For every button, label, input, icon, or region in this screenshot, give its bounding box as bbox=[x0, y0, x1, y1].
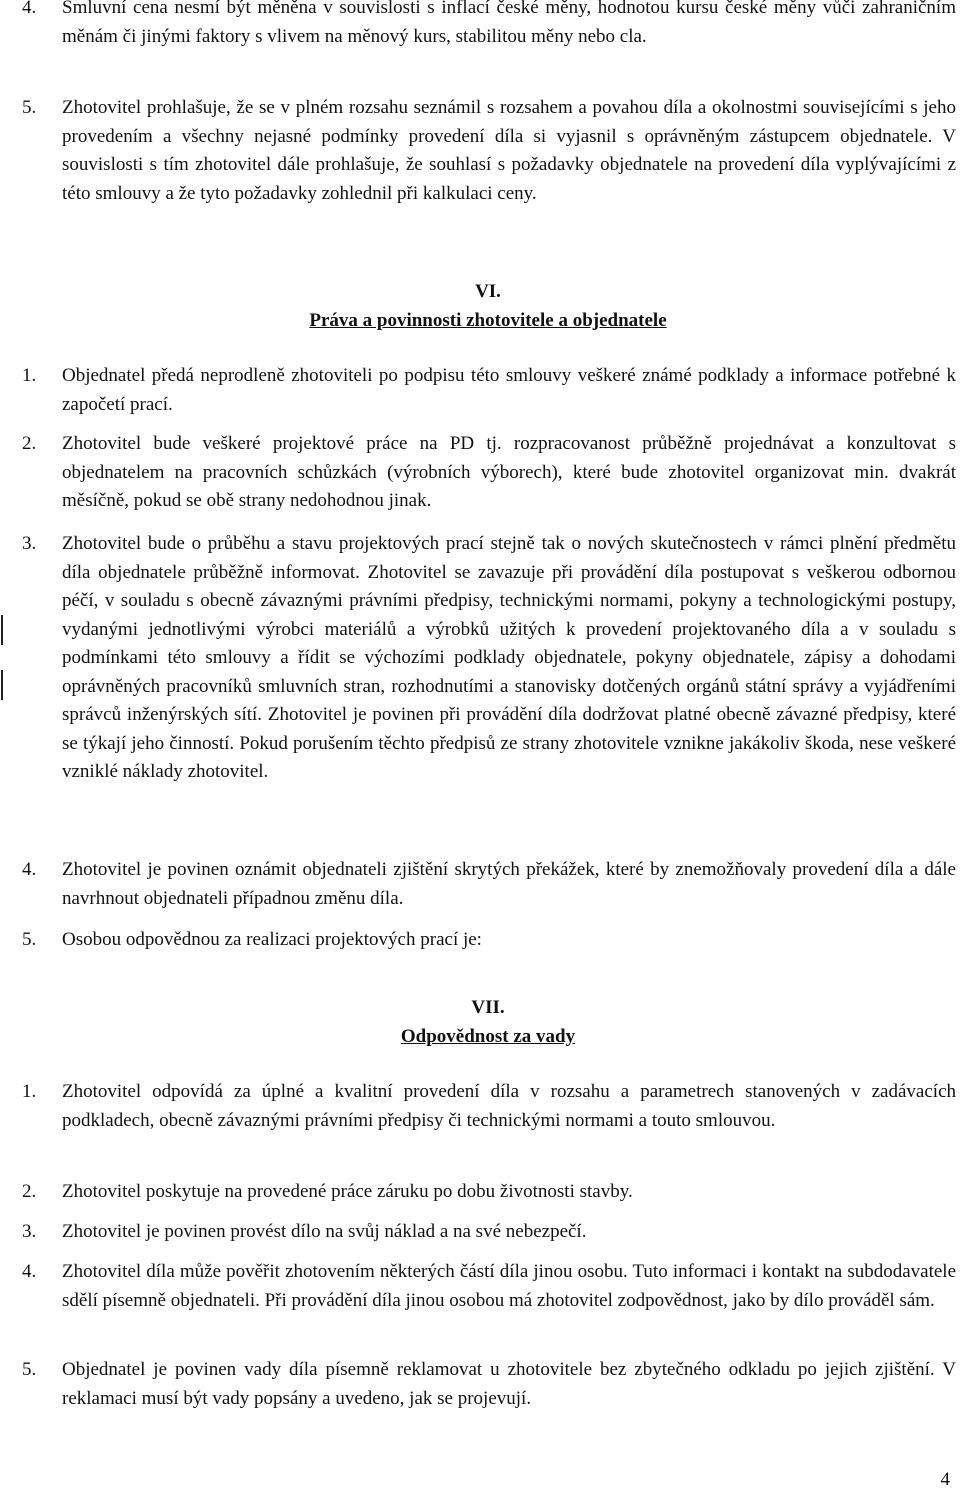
item-number: 2. bbox=[22, 1181, 37, 1202]
list-item bbox=[22, 430, 956, 516]
item-text: Zhotovitel bude veškeré projektové práce na PD tj. rozpracovanost průběžně projednávat a konzultovat s objednatelem na pracovních schůzkách (výrobních výborech), které bude zhotovitel organizovat min. dvakrát měsíčně, pokud se obě strany nedohodnou jinak. bbox=[62, 433, 956, 511]
page-number: 4 bbox=[940, 1469, 950, 1490]
item-number: 5. bbox=[22, 1359, 37, 1380]
item-text: Zhotovitel prohlašuje, že se v plném rozsahu seznámil s rozsahem a povahou díla a okolnostmi souvisejícími s jeho provedením a všechny nejasné podmínky provedení díla si vyjasnil s oprávněným zástupcem objednatele. V souvislosti s tím zhotovitel dále prohlašuje, že souhlasí s požadavky objednatele na provedení díla vyplývajícími z této smlouvy a že tyto požadavky zohlednil při kalkulaci ceny. bbox=[62, 97, 956, 204]
item-number: 1. bbox=[22, 1081, 37, 1102]
section-title: Práva a povinnosti zhotovitele a objednatele bbox=[309, 309, 667, 331]
list-item bbox=[22, 1218, 956, 1247]
list-item bbox=[22, 0, 956, 51]
item-text: Zhotovitel je povinen provést dílo na svůj náklad a na své nebezpečí. bbox=[62, 1221, 587, 1242]
section-7-heading bbox=[0, 994, 960, 1051]
list-item bbox=[22, 1178, 956, 1207]
item-number: 3. bbox=[22, 533, 37, 554]
item-number: 2. bbox=[22, 433, 37, 454]
item-number: 4. bbox=[22, 859, 37, 880]
item-text: Smluvní cena nesmí být měněna v souvislosti s inflací české měny, hodnotou kursu české měny vůči zahraničním měnám či jinými faktory s vlivem na měnový kurs, stabilitou měny nebo cla. bbox=[62, 0, 956, 47]
section-title: Odpovědnost za vady bbox=[400, 1025, 576, 1047]
list-item bbox=[22, 1258, 956, 1315]
item-number: 4. bbox=[22, 1261, 37, 1282]
item-text: Osobou odpovědnou za realizaci projektových prací je: bbox=[62, 929, 482, 950]
item-text: Objednatel předá neprodleně zhotoviteli po podpisu této smlouvy veškeré známé podklady a informace potřebné k započetí prací. bbox=[62, 365, 956, 415]
item-text: Zhotovitel je povinen oznámit objednateli zjištění skrytých překážek, které by znemožňovaly provedení díla a dále navrhnout objednateli případnou změnu díla. bbox=[62, 859, 956, 909]
section-numeral: VII. bbox=[471, 997, 505, 1018]
section-6-heading bbox=[0, 278, 960, 335]
item-text: Zhotovitel poskytuje na provedené práce záruku po dobu životnosti stavby. bbox=[62, 1181, 633, 1202]
item-text: Zhotovitel bude o průběhu a stavu projektových prací stejně tak o nových skutečnostech v rámci plnění předmětu díla objednatele průběžně informovat. Zhotovitel se zavazuje při provádění díla postupovat s veškerou odbornou péčí, v souladu s obecně závaznými právními předpisy, technickými normami, pokyny a technologickými postupy, vydanými jednotlivými výrobci materiálů a výrobků užitých k provedení projektovaného díla a v souladu s podmínkami této smlouvy a řídit se výchozími podklady objednatele, pokyny objednatele, zápisy a dohodami oprávněných pracovníků smluvních stran, rozhodnutími a stanovisky dotčených orgánů státní správy a vyjádřeními správců inženýrských sítí. Zhotovitel je povinen při provádění díla dodržovat platné obecně závazné předpisy, které se týkají jeho činností. Pokud porušením těchto předpisů ze strany zhotovitele vznikne jakákoliv škoda, nese veškeré vzniklé náklady zhotovitel. bbox=[62, 533, 956, 782]
list-item bbox=[22, 362, 956, 419]
list-item bbox=[22, 94, 956, 208]
change-bar bbox=[1, 670, 3, 700]
list-item bbox=[22, 856, 956, 913]
list-item bbox=[22, 1356, 956, 1413]
list-item bbox=[22, 530, 956, 787]
item-number: 1. bbox=[22, 365, 37, 386]
list-item bbox=[22, 926, 956, 955]
change-bar bbox=[1, 615, 3, 645]
item-text: Zhotovitel odpovídá za úplné a kvalitní provedení díla v rozsahu a parametrech stanovených v zadávacích podkladech, obecně závaznými právními předpisy či technickými normami a touto smlouvou. bbox=[62, 1081, 956, 1131]
list-item bbox=[22, 1078, 956, 1135]
item-number: 3. bbox=[22, 1221, 37, 1242]
item-text: Zhotovitel díla může pověřit zhotovením některých částí díla jinou osobu. Tuto informaci i kontakt na subdodavatele sdělí písemně objednateli. Při provádění díla jinou osobou má zhotovitel zodpovědnost, jako by dílo prováděl sám. bbox=[62, 1261, 956, 1311]
section-numeral: VI. bbox=[475, 281, 501, 302]
item-number: 4. bbox=[22, 0, 37, 18]
item-number: 5. bbox=[22, 97, 37, 118]
item-text: Objednatel je povinen vady díla písemně reklamovat u zhotovitele bez zbytečného odkladu po jejich zjištění. V reklamaci musí být vady popsány a uvedeno, jak se projevují. bbox=[62, 1359, 956, 1409]
item-number: 5. bbox=[22, 929, 37, 950]
